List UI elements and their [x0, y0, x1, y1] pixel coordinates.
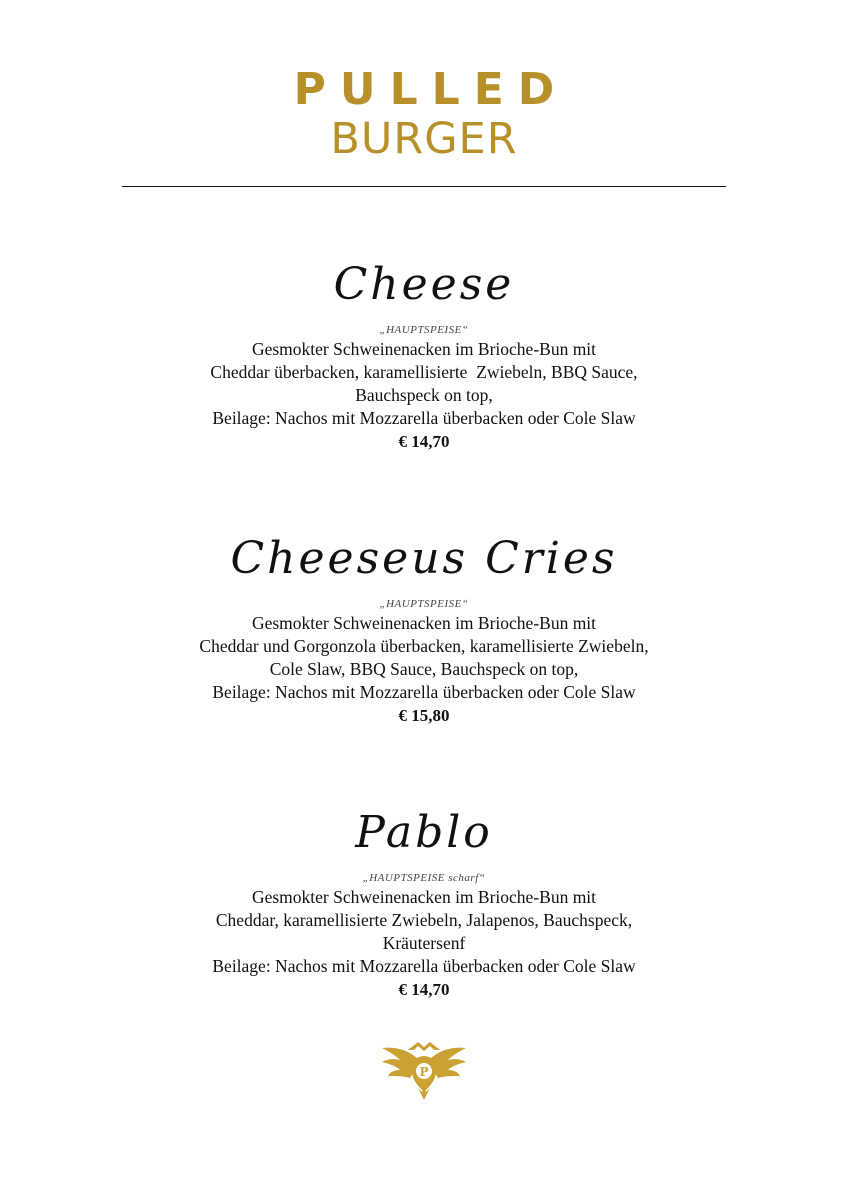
description-line: Bauchspeck on top,	[355, 385, 493, 405]
menu-item-cheese	[0, 252, 848, 454]
menu-item-price: € 15,80	[398, 706, 450, 725]
menu-item-title: Cheeseus Cries	[230, 533, 618, 584]
description-line: Beilage: Nachos mit Mozzarella überbacken oder Cole Slaw	[212, 682, 636, 702]
description-line: Gesmokter Schweinenacken im Brioche-Bun mit	[251, 339, 597, 359]
menu-item-title: Cheese	[333, 259, 515, 310]
menu-item-category: „HAUPTSPEISE“	[379, 598, 469, 610]
restaurant-header	[0, 64, 848, 162]
menu-item-cheeseus-cries	[0, 526, 848, 728]
menu-item-price: € 14,70	[398, 432, 450, 451]
svg-text:P: P	[419, 1065, 429, 1079]
menu-item-description	[0, 612, 848, 704]
brand-name-top: PULLED	[293, 64, 569, 115]
description-line: Beilage: Nachos mit Mozzarella überbacken oder Cole Slaw	[212, 956, 636, 976]
brand-name-bottom: BURGER	[330, 114, 518, 164]
description-line: Cole Slaw, BBQ Sauce, Bauchspeck on top,	[269, 659, 579, 679]
menu-item-pablo	[0, 800, 848, 1002]
description-line: Kräutersenf	[382, 933, 466, 953]
menu-item-price: € 14,70	[398, 980, 450, 999]
description-line: Cheddar und Gorgonzola überbacken, karamellisierte Zwiebeln,	[199, 636, 649, 656]
description-line: Cheddar überbacken, karamellisierte Zwiebeln, BBQ Sauce,	[210, 362, 638, 382]
eagle-crest-logo-icon	[378, 1038, 470, 1102]
description-line: Beilage: Nachos mit Mozzarella überbacken oder Cole Slaw	[212, 408, 636, 428]
menu-item-title: Pablo	[355, 807, 493, 858]
menu-item-description	[0, 886, 848, 978]
description-line: Cheddar, karamellisierte Zwiebeln, Jalapenos, Bauchspeck,	[215, 910, 633, 930]
description-line: Gesmokter Schweinenacken im Brioche-Bun mit	[251, 613, 597, 633]
menu-item-category: „HAUPTSPEISE scharf“	[362, 872, 486, 884]
menu-item-description	[0, 338, 848, 430]
menu-item-category: „HAUPTSPEISE“	[379, 324, 469, 336]
header-divider	[122, 186, 726, 187]
description-line: Gesmokter Schweinenacken im Brioche-Bun mit	[251, 887, 597, 907]
